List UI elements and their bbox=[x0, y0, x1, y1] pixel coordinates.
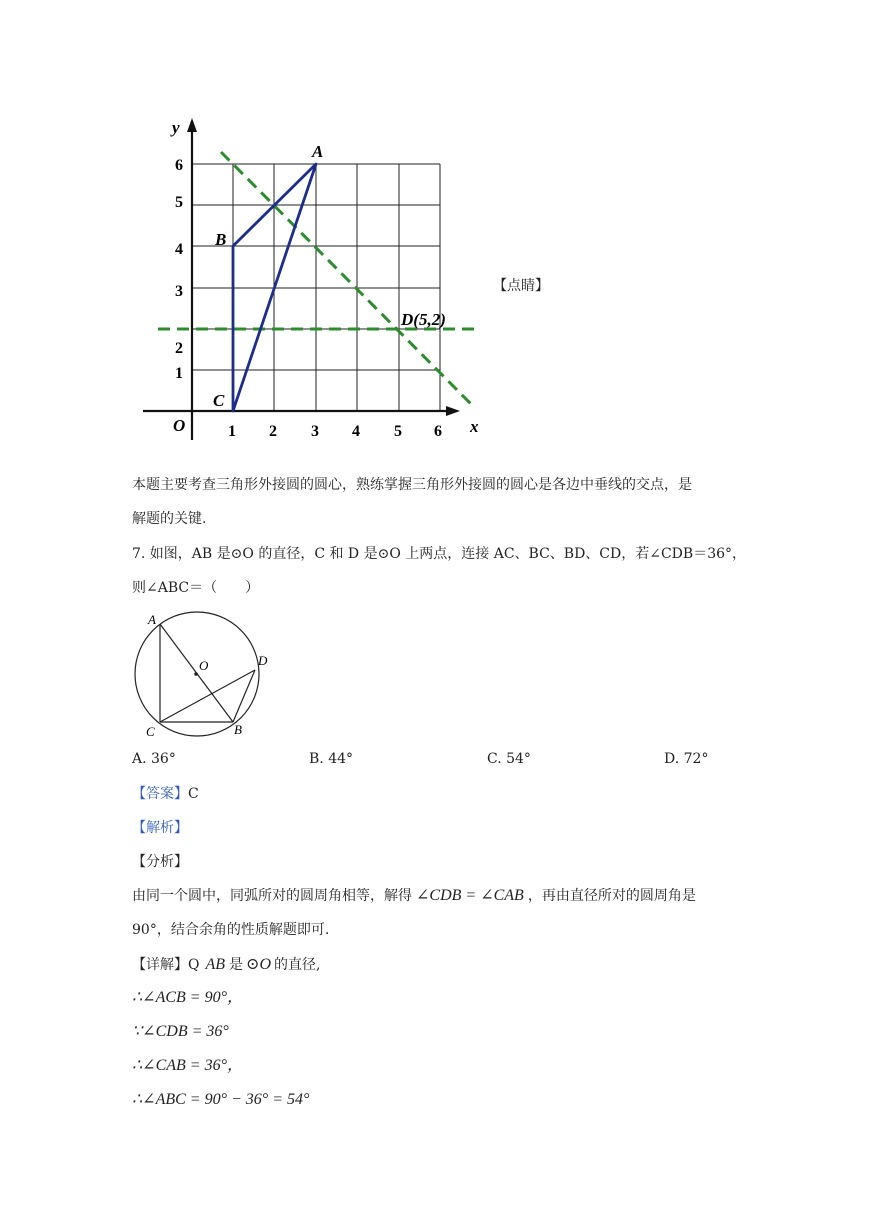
origin-label: O bbox=[173, 416, 186, 435]
step-3: ∴∠CAB = 36°， bbox=[132, 1057, 244, 1074]
fenxi-text-b: ，再由直径所对的圆周角是 bbox=[527, 888, 696, 904]
point-b-label: B bbox=[215, 230, 227, 249]
option-b: B. 44° bbox=[309, 751, 354, 767]
summary-line-1: 本题主要考查三角形外接圆的圆心，熟练掌握三角形外接圆的圆心是各边中垂线的交点，是 bbox=[132, 477, 692, 493]
option-c: C. 54° bbox=[487, 751, 531, 767]
circle-label-o: O bbox=[199, 658, 209, 673]
detail-ab: AB bbox=[205, 956, 226, 973]
detail-diameter: 的直径, bbox=[274, 957, 321, 973]
side-note: 【点睛】 bbox=[493, 278, 549, 294]
option-a: A. 36° bbox=[132, 751, 176, 767]
circle-label-d: D bbox=[258, 653, 268, 668]
question-7-line-2: 则∠ABC＝（ ） bbox=[132, 580, 260, 596]
detail-is: 是 bbox=[229, 957, 244, 973]
point-d-label: D(5,2) bbox=[401, 310, 446, 329]
dashed-lines bbox=[158, 152, 480, 404]
detail-line bbox=[132, 955, 320, 975]
fenxi-line-2: 90°，结合余角的性质解题即可. bbox=[132, 922, 330, 938]
fenxi-text-a: 由同一个圆中，同弧所对的圆周角相等，解得 bbox=[132, 888, 412, 904]
fenxi-math: ∠CDB = ∠CAB bbox=[416, 887, 524, 904]
y-tick-labels bbox=[175, 157, 183, 382]
y-axis-label: y bbox=[172, 118, 180, 137]
x-tick-4: 4 bbox=[352, 423, 360, 440]
x-axis-label: x bbox=[470, 417, 479, 436]
x-tick-1: 1 bbox=[228, 423, 236, 440]
chords bbox=[160, 624, 255, 722]
summary-line-2: 解题的关键. bbox=[132, 511, 207, 527]
detail-q-symbol: Q bbox=[188, 957, 200, 973]
fenxi-label: 【分析】 bbox=[132, 854, 188, 870]
y-tick-5: 5 bbox=[175, 194, 183, 211]
answer-line bbox=[132, 784, 199, 804]
x-tick-3: 3 bbox=[311, 423, 319, 440]
y-tick-1: 1 bbox=[175, 365, 183, 382]
point-c-label: C bbox=[213, 391, 225, 410]
step-2: ∵∠CDB = 36° bbox=[132, 1023, 229, 1040]
analysis-label: 【解析】 bbox=[132, 820, 188, 836]
diagonal-dashed-line bbox=[221, 152, 471, 404]
detail-label: 【详解】 bbox=[132, 957, 188, 973]
answer-value: C bbox=[188, 786, 199, 802]
x-tick-2: 2 bbox=[269, 423, 277, 440]
fenxi-line-1 bbox=[132, 886, 696, 906]
circle-label-c: C bbox=[146, 724, 155, 739]
y-tick-4: 4 bbox=[175, 241, 183, 258]
chord-cd bbox=[160, 670, 255, 722]
circle-figure bbox=[130, 608, 280, 743]
point-a-label: A bbox=[312, 142, 324, 161]
coordinate-figure bbox=[130, 110, 500, 450]
axes bbox=[143, 125, 455, 440]
y-tick-6: 6 bbox=[175, 157, 183, 174]
x-tick-labels bbox=[228, 423, 442, 440]
detail-circle-o: ⊙O bbox=[246, 956, 271, 973]
y-axis-arrow bbox=[187, 118, 197, 132]
circle-label-a: A bbox=[148, 612, 156, 627]
step-4: ∴∠ABC = 90° − 36° = 54° bbox=[132, 1091, 310, 1108]
x-tick-6: 6 bbox=[434, 423, 442, 440]
answer-label: 【答案】 bbox=[132, 786, 188, 802]
y-tick-3: 3 bbox=[175, 283, 183, 300]
circle-label-b: B bbox=[234, 722, 242, 737]
x-axis-arrow bbox=[446, 406, 460, 416]
y-tick-2: 2 bbox=[175, 340, 183, 357]
step-1: ∴∠ACB = 90°， bbox=[132, 989, 244, 1006]
center-point bbox=[194, 672, 198, 676]
option-d: D. 72° bbox=[664, 751, 709, 767]
grid bbox=[192, 164, 440, 411]
x-tick-5: 5 bbox=[394, 423, 402, 440]
question-7-line-1: 7. 如图，AB 是⊙O 的直径，C 和 D 是⊙O 上两点，连接 AC、BC、BD、CD，若∠CDB＝36°， bbox=[132, 546, 747, 562]
